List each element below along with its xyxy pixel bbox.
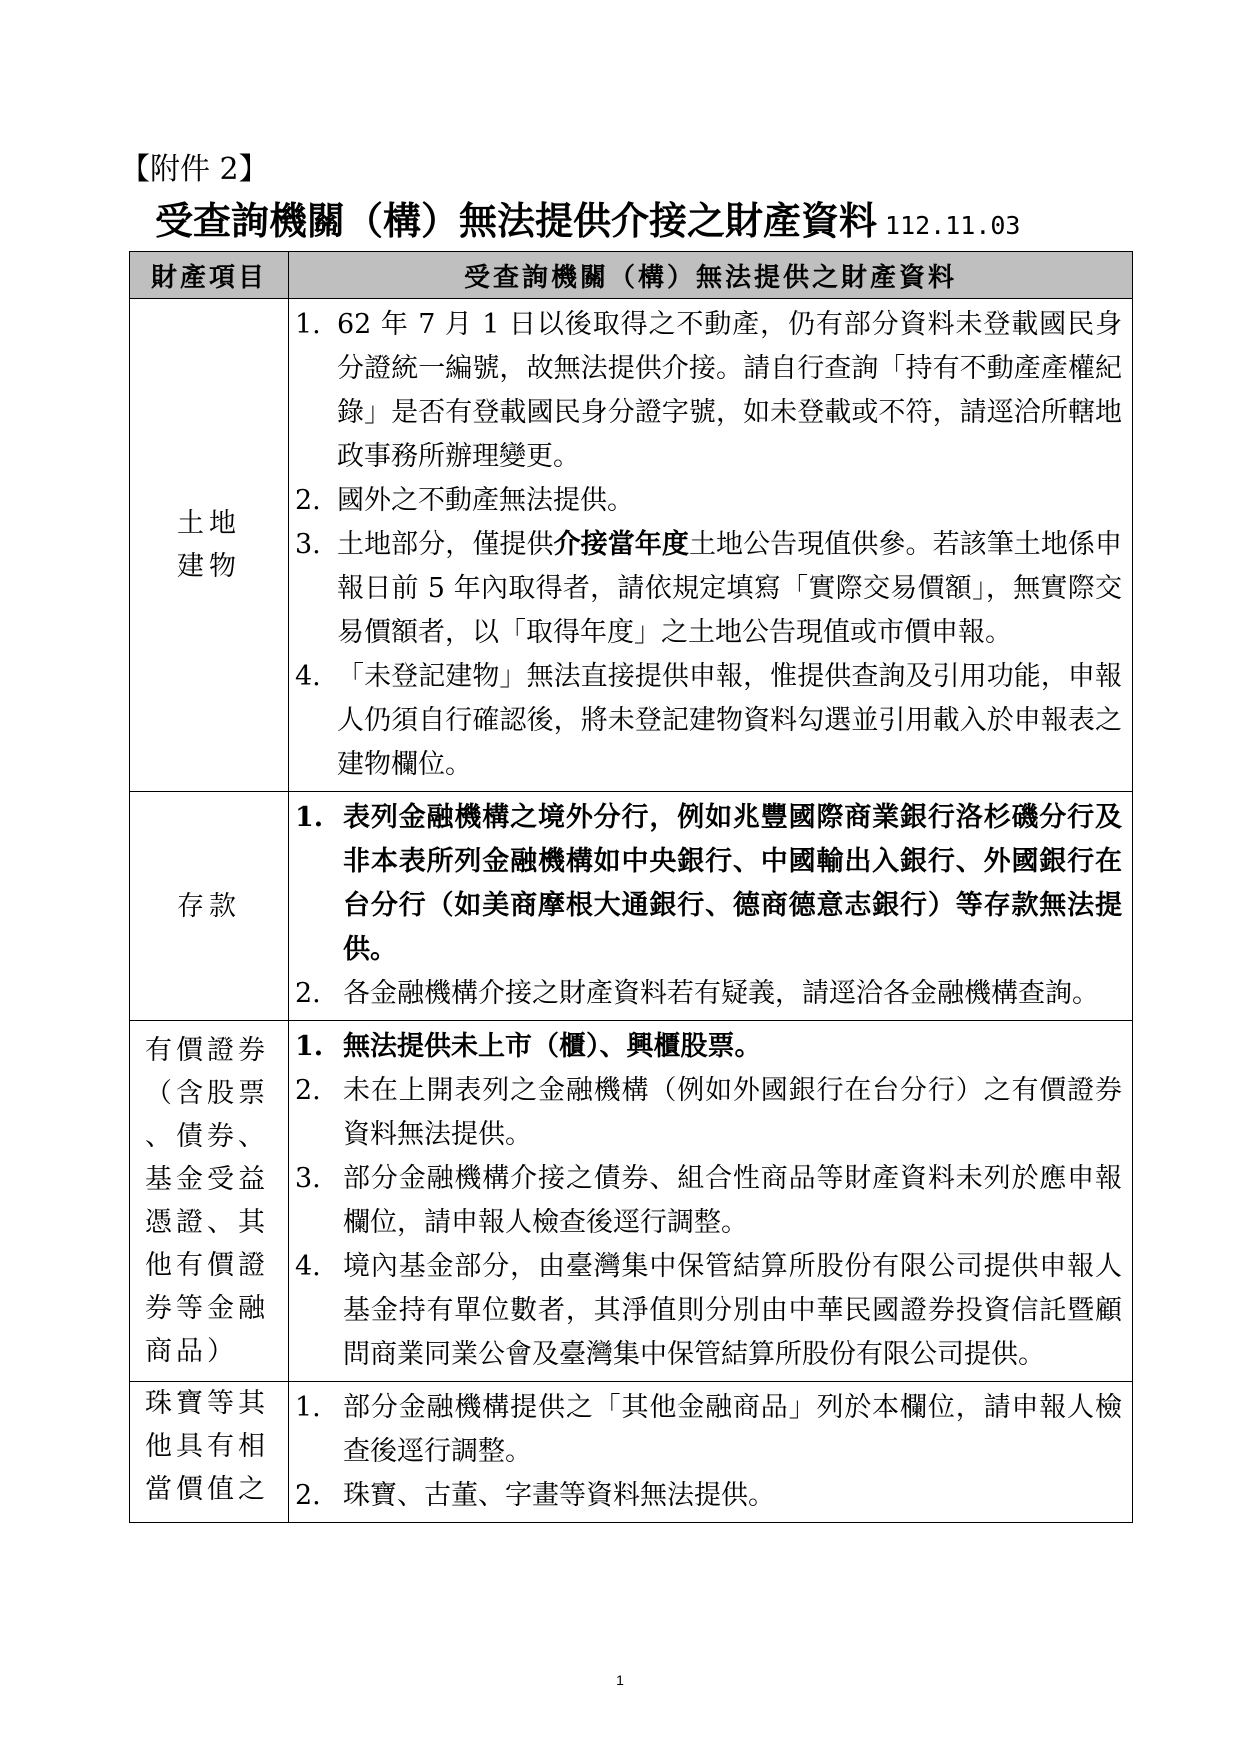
list-item: 2. 珠寶、古董、字畫等資料無法提供。 <box>295 1480 775 1511</box>
page-number: 1 <box>616 1672 624 1688</box>
list-item: 2. 未在上開表列之金融機構（例如外國銀行在台分行）之有價證券資料無法提供。 <box>295 1075 1122 1150</box>
document-title: 受查詢機關（構）無法提供介接之財產資料 <box>155 198 878 243</box>
table-header-row <box>130 252 1133 299</box>
table-row-jewelry <box>130 1382 1133 1523</box>
table-row-deposit <box>130 792 1133 1021</box>
category-land-buildings <box>130 299 289 792</box>
column-header-property-item: 財產項目 <box>130 252 289 299</box>
land-description <box>289 299 1133 792</box>
emphasis-current-year: 介接當年度 <box>553 529 689 560</box>
list-item: 1. 62 年 7 月 1 日以後取得之不動產，仍有部分資料未登載國民身分證統一編號，故無法提供介接。請自行查詢「持有不動產產權紀錄」是否有登載國民身分證字號，如未登載或不符，請逕洽所轄地政事務所辦理變更。 <box>295 309 1122 472</box>
jewelry-description <box>289 1382 1133 1523</box>
property-data-table <box>129 251 1133 1523</box>
document-title-line <box>155 190 1155 245</box>
column-header-unavailable-data: 受查詢機關（構）無法提供之財產資料 <box>289 252 1133 299</box>
list-item: 4. 「未登記建物」無法直接提供申報，惟提供查詢及引用功能，申報人仍須自行確認後，將未登記建物資料勾選並引用載入於申報表之建物欄位。 <box>295 661 1122 780</box>
list-item: 2. 國外之不動產無法提供。 <box>295 485 634 516</box>
list-item: 3. 土地部分，僅提供介接當年度土地公告現值供參。若該筆土地係申報日前 5 年內取得者，請依規定填寫「實際交易價額」，無實際交易價額者，以「取得年度」之土地公告現值或市價申報。 <box>295 529 1123 648</box>
attachment-label: 【附件 2】 <box>120 152 269 187</box>
document-date: 112.11.03 <box>885 211 1021 240</box>
deposit-description <box>289 792 1133 1021</box>
category-deposit: 存款 <box>130 792 289 1021</box>
list-item: 4. 境內基金部分，由臺灣集中保管結算所股份有限公司提供申報人基金持有單位數者，其淨值則分別由中華民國證券投資信託暨顧問商業同業公會及臺灣集中保管結算所股份有限公司提供。 <box>295 1251 1122 1370</box>
list-item: 1. 部分金融機構提供之「其他金融商品」列於本欄位，請申報人檢查後逕行調整。 <box>295 1392 1122 1467</box>
list-item: 3. 部分金融機構介接之債券、組合性商品等財產資料未列於應申報欄位，請申報人檢查後逕行調整。 <box>295 1163 1122 1238</box>
list-item: 1. 無法提供未上市（櫃）、興櫃股票。 <box>295 1031 762 1062</box>
list-item: 2. 各金融機構介接之財產資料若有疑義，請逕洽各金融機構查詢。 <box>295 978 1099 1009</box>
securities-description <box>289 1021 1133 1382</box>
category-land: 土地 <box>177 508 241 539</box>
category-jewelry: 珠寶等其 他具有相 當價值之 <box>130 1382 289 1523</box>
table-row-land <box>130 299 1133 792</box>
category-securities: 有價證券 （含股票 、債券、 基金受益 憑證、其 他有價證 券等金融 商品） <box>130 1021 289 1382</box>
list-item: 1. 表列金融機構之境外分行，例如兆豐國際商業銀行洛杉磯分行及非本表所列金融機構如中央銀行、中國輸出入銀行、外國銀行在台分行（如美商摩根大通銀行、德商德意志銀行）等存款無法提供。 <box>295 802 1122 965</box>
table-row-securities <box>130 1021 1133 1382</box>
category-buildings: 建物 <box>177 551 241 582</box>
